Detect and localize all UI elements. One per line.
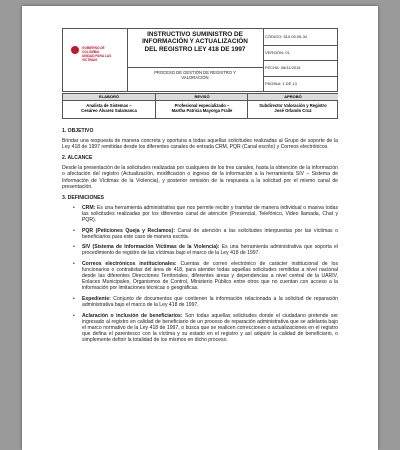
elaboro-name <box>63 101 155 113</box>
bullet-icon: • <box>73 261 75 267</box>
definition-term: Correos electrónicos institucionales: <box>82 261 177 267</box>
bullet-icon: • <box>73 227 75 234</box>
column-header: APROBÓ <box>248 94 338 101</box>
definition-text: Es una herramienta administrativa que soporta el procedimiento de registro de las víctimas bajo el marco de la Ley 418 de 1997. <box>82 244 338 257</box>
section-heading-alcance: 2. ALCANCE <box>62 155 93 162</box>
document-header <box>62 28 338 92</box>
definition-item <box>62 261 338 291</box>
approval-table <box>62 93 338 119</box>
alcance-paragraph: Desde la presentación de la solicitudes realizadas por cualquiera de los tres canales, hasta la obtención de la información o afectación del registro (Actualización, modificación o ingreso de la información a la herramienta SIV – Sistema de Información de Víctimas de la Violencia), y posterior remisión de la respuesta a la solicitud por el mismo canal de presentación. <box>62 165 338 190</box>
definition-text: Son todas aquellas solicitudes donde el ciudadano pretende ser ingresado al registro en calidad de beneficiario de un proceso de reparación administrativa que se adelanta bajo el marco normativo de la Ley 418 de 1997, o busca que se realicen correcciones o actualizaciones en el registro que defina el parentesco con la víctima y su estado en el registro y así adquirir la calidad de beneficiario, o simplemente definir la totalidad de los mismos en dicho proceso. <box>82 312 338 344</box>
bullet-icon: • <box>73 312 75 319</box>
logo-line: COLOMBIA <box>82 50 100 54</box>
objetivo-paragraph: Brindar una respuesta de manera concreta y oportuna a todas aquellas solicitudes realizadas al Grupo de soporte de la Ley 418 de 1997 remitidas desde los diferentes canales de entrada CRM, PQR (Canal escrito) y Correos electrónicos. <box>62 138 338 151</box>
reviso-column <box>155 94 248 118</box>
definition-item <box>62 205 338 223</box>
process-line: VALORACIÓN <box>181 75 209 81</box>
definition-text: Cuentas de correo electrónico de carácter institucional de los funcionarios o contratistas del área de 418, para atender todas aquellas solicitudes remitidas a nivel nacional desde las diferentes Direcciones Territoriales, diferentes áreas y dependencias a nivel central de la UARIV, Enlaces Municipales, Organismos de Control, Ministerio Público entre otros que no cuentan con acceso a la información por limitaciones técnicas o geográficas. <box>82 261 338 292</box>
column-header: ELABORÓ <box>63 94 155 101</box>
title-line: INSTRUCTIVO SUMINISTRO DE <box>147 31 243 38</box>
definition-item <box>62 244 338 256</box>
aprobo-column <box>247 94 338 118</box>
version-field: VERSIÓN: 01 <box>263 45 337 62</box>
definition-term: SIV (Sistema de Información Víctimas de la Violencia): <box>82 244 220 251</box>
title-line: DEL REGISTRO LEY 418 DE 1997 <box>144 45 246 53</box>
definition-text: Conjunto de documentos que contienen la información relacionada a la solicitud de reparación administrativa bajo el marco de la Ley 418 de 1997. <box>82 295 338 309</box>
definition-text: Es una herramienta administrativa que nos permite recibir y tramitar de manera individual o masiva todas las solicitudes realizadas por los diferentes canal de atención (Presencial, Telefónico, Video llamada, Chat y PQR). <box>82 204 338 224</box>
name-line: Profesional especializado – <box>174 103 230 108</box>
logo-line: UNIDAD PARA LAS VÍCTIMAS <box>82 54 112 62</box>
definition-item <box>62 228 338 240</box>
definition-term: CRM: <box>82 204 96 211</box>
section-heading-definiciones: 3. DEFINICIONES <box>62 194 104 201</box>
logo-line: GOBIERNO DE <box>82 46 105 50</box>
meta-cell <box>263 29 337 91</box>
name-line: Subdirector Valoración y Registro <box>259 103 327 108</box>
name-line: Cesáreo Álvarez Salamanca <box>81 108 137 113</box>
bullet-icon: • <box>73 204 75 211</box>
section-heading-objetivo: 1. OBJETIVO <box>62 128 94 134</box>
definition-item <box>62 296 338 308</box>
title-cell <box>127 29 264 91</box>
aprobo-name <box>248 101 338 113</box>
definition-text: Canal de atención a las solicitudes interpuestas por las víctimas o beneficiarios para este caso de manera escrita. <box>82 227 339 240</box>
definition-term: Expediente: <box>82 295 111 302</box>
elaboro-column <box>63 94 155 118</box>
process-name <box>127 67 263 81</box>
column-header: REVISÓ <box>156 94 248 101</box>
code-field: CÓDIGO: 510.05.05-34 <box>263 29 337 46</box>
definition-item <box>62 313 338 343</box>
logo-icon <box>71 46 79 54</box>
bullet-icon: • <box>73 244 75 251</box>
reviso-name <box>156 101 248 113</box>
definition-term: PQR (Peticiones Queja y Reclamos): <box>82 227 176 234</box>
date-field: FECHA: 08/11/2016 <box>263 60 337 77</box>
logo-text <box>82 46 127 62</box>
title-line: INFORMACIÓN Y ACTUALIZACIÓN <box>142 38 248 46</box>
name-line: Analista de Sistemas – <box>86 103 132 108</box>
document-title <box>127 31 263 53</box>
process-line: PROCESO DE GESTIÓN DE REGISTRO Y <box>154 70 236 75</box>
document-body <box>62 123 338 348</box>
logo-cell <box>63 29 128 91</box>
name-line: José Orlando Cruz <box>274 108 312 113</box>
name-line: Martha Patricia Mayorga Fraile <box>171 108 233 113</box>
bullet-icon: • <box>73 295 75 302</box>
definition-term: Aclaración o inclusión de beneficiarios: <box>82 312 183 319</box>
page-field: PÁGINA: 1 DE 13 <box>265 80 297 86</box>
document-page <box>22 6 378 450</box>
